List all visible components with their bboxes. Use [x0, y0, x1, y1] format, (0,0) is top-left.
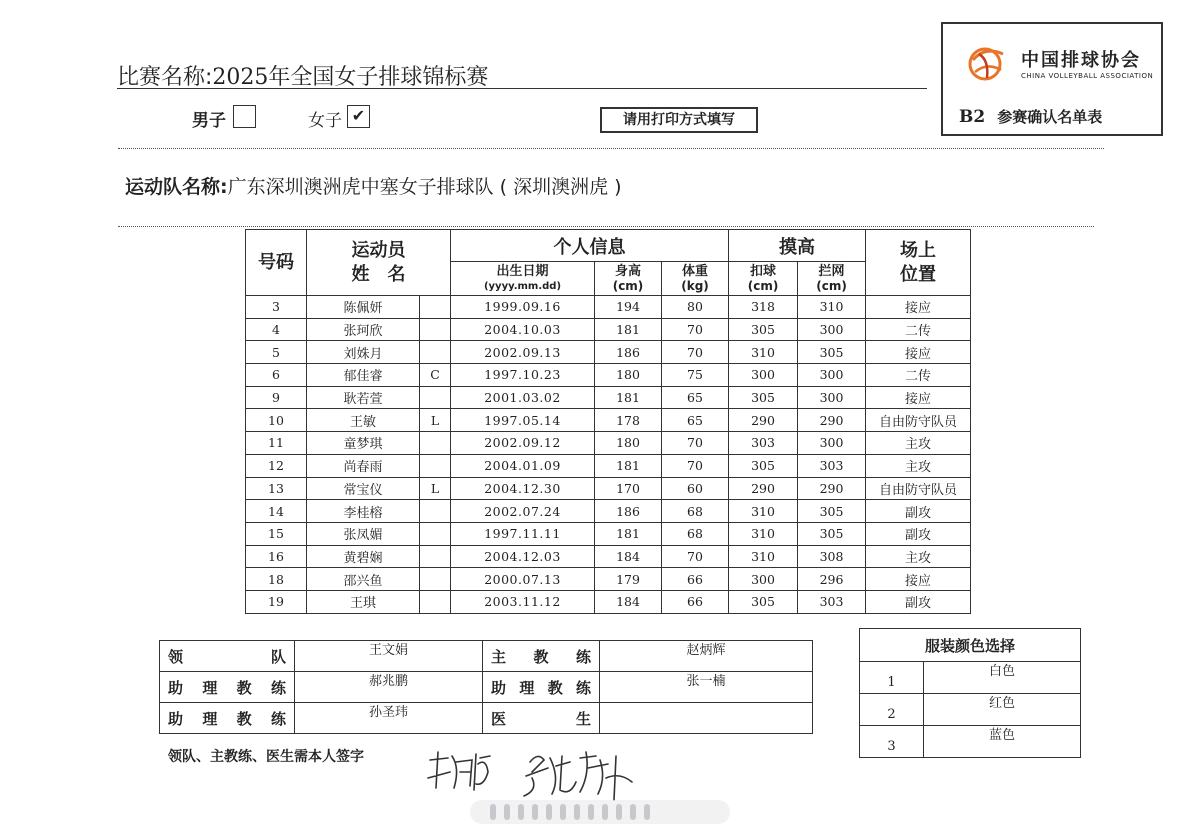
player-block-reach: 296 [798, 568, 866, 591]
player-position: 主攻 [866, 432, 971, 455]
table-row [246, 432, 971, 455]
player-height: 186 [595, 500, 662, 523]
player-birth-date: 2004.12.03 [451, 545, 595, 568]
player-role-mark [420, 432, 451, 455]
player-spike-reach: 310 [729, 545, 798, 568]
player-name: 刘姝月 [307, 341, 420, 364]
player-weight: 66 [662, 590, 729, 613]
player-position: 二传 [866, 318, 971, 341]
player-spike-reach: 290 [729, 477, 798, 500]
uniform-row [860, 694, 1081, 726]
staff-table [159, 640, 813, 734]
uniform-row [860, 662, 1081, 694]
player-weight: 60 [662, 477, 729, 500]
volleyball-emblem-icon [965, 42, 1011, 82]
player-block-reach: 310 [798, 296, 866, 319]
player-birth-date: 2002.09.13 [451, 341, 595, 364]
staff-name-field[interactable]: 孙圣玮 [295, 703, 483, 734]
association-name-en: CHINA VOLLEYBALL ASSOCIATION [1021, 72, 1154, 80]
player-name: 郁佳睿 [307, 364, 420, 387]
player-birth-date: 2004.10.03 [451, 318, 595, 341]
player-weight: 65 [662, 386, 729, 409]
staff-role: 助理教练 [160, 672, 295, 703]
player-position: 接应 [866, 296, 971, 319]
player-birth-date: 2000.07.13 [451, 568, 595, 591]
player-role-mark [420, 545, 451, 568]
player-number: 15 [246, 522, 307, 545]
player-position: 自由防守队员 [866, 477, 971, 500]
uniform-color: 红色 [924, 694, 1081, 726]
player-height: 181 [595, 522, 662, 545]
player-block-reach: 305 [798, 500, 866, 523]
header-athlete-line1: 运动员 [351, 239, 406, 261]
table-row [246, 454, 971, 477]
player-number: 4 [246, 318, 307, 341]
form-title [959, 106, 1102, 127]
staff-body [160, 641, 813, 734]
staff-role: 主教练 [483, 641, 600, 672]
team-name: 广东深圳澳洲虎中塞女子排球队 ( 深圳澳洲虎 ) [227, 176, 622, 198]
header-reach: 摸高 [729, 230, 866, 262]
player-block-reach: 300 [798, 386, 866, 409]
competition-title [117, 60, 488, 91]
player-number: 12 [246, 454, 307, 477]
player-weight: 75 [662, 364, 729, 387]
player-block-reach: 305 [798, 341, 866, 364]
player-height: 181 [595, 386, 662, 409]
player-spike-reach: 305 [729, 386, 798, 409]
player-position: 接应 [866, 341, 971, 364]
player-name: 黄碧娴 [307, 545, 420, 568]
player-number: 11 [246, 432, 307, 455]
uniform-option-number: 1 [860, 662, 924, 694]
staff-role: 医生 [483, 703, 600, 734]
player-role-mark [420, 568, 451, 591]
player-role-mark: L [420, 477, 451, 500]
header-position [866, 230, 971, 296]
uniform-row [860, 726, 1081, 758]
player-number: 5 [246, 341, 307, 364]
player-number: 16 [246, 545, 307, 568]
player-number: 10 [246, 409, 307, 432]
table-row [246, 590, 971, 613]
header-height: 身高 (cm) [595, 262, 662, 296]
header-athlete-line2: 姓 名 [351, 263, 406, 285]
table-row [246, 409, 971, 432]
player-spike-reach: 305 [729, 454, 798, 477]
header-spike: 扣球 (cm) [729, 262, 798, 296]
player-name: 陈佩妍 [307, 296, 420, 319]
form-title-text: 参赛确认名单表 [997, 108, 1103, 126]
player-position: 副攻 [866, 500, 971, 523]
signature-note: 领队、主教练、医生需本人签字 [168, 749, 364, 765]
player-height: 181 [595, 318, 662, 341]
staff-role: 助理教练 [483, 672, 600, 703]
staff-role: 助理教练 [160, 703, 295, 734]
player-birth-date: 2003.11.12 [451, 590, 595, 613]
competition-underline [117, 88, 927, 89]
player-block-reach: 303 [798, 454, 866, 477]
player-height: 184 [595, 590, 662, 613]
player-spike-reach: 300 [729, 364, 798, 387]
player-role-mark: L [420, 409, 451, 432]
player-weight: 68 [662, 500, 729, 523]
player-weight: 70 [662, 341, 729, 364]
player-block-reach: 308 [798, 545, 866, 568]
player-birth-date: 1997.11.11 [451, 522, 595, 545]
player-number: 14 [246, 500, 307, 523]
player-position: 主攻 [866, 454, 971, 477]
competition-name: 2025年全国女子排球锦标赛 [212, 65, 489, 90]
dotted-divider [118, 148, 1104, 149]
player-block-reach: 303 [798, 590, 866, 613]
player-position: 自由防守队员 [866, 409, 971, 432]
header-birth-date: 出生日期 (yyyy.mm.dd) [451, 262, 595, 296]
staff-name-field[interactable] [600, 703, 813, 734]
player-height: 194 [595, 296, 662, 319]
staff-name-field[interactable]: 赵炳辉 [600, 641, 813, 672]
player-birth-date: 2002.07.24 [451, 500, 595, 523]
uniform-body [860, 629, 1081, 758]
player-name: 常宝仪 [307, 477, 420, 500]
female-checkbox[interactable]: ✔ [347, 105, 370, 128]
player-position: 二传 [866, 364, 971, 387]
player-name: 王琪 [307, 590, 420, 613]
header-athlete [307, 230, 451, 296]
player-name: 尚春雨 [307, 454, 420, 477]
player-spike-reach: 305 [729, 318, 798, 341]
staff-row [160, 672, 813, 703]
player-name: 张珂欣 [307, 318, 420, 341]
player-name: 童梦琪 [307, 432, 420, 455]
player-birth-date: 1997.05.14 [451, 409, 595, 432]
table-row [246, 296, 971, 319]
player-height: 178 [595, 409, 662, 432]
player-height: 181 [595, 454, 662, 477]
staff-name-field[interactable]: 张一楠 [600, 672, 813, 703]
table-row [246, 364, 971, 387]
player-position: 主攻 [866, 545, 971, 568]
player-height: 179 [595, 568, 662, 591]
player-role-mark [420, 590, 451, 613]
player-spike-reach: 305 [729, 590, 798, 613]
table-row [246, 545, 971, 568]
header-number: 号码 [246, 230, 307, 296]
uniform-color-table [859, 628, 1081, 758]
player-birth-date: 1999.09.16 [451, 296, 595, 319]
player-role-mark [420, 522, 451, 545]
roster-body [246, 296, 971, 614]
player-spike-reach: 318 [729, 296, 798, 319]
player-number: 9 [246, 386, 307, 409]
female-label: 女子 [308, 111, 342, 131]
staff-row [160, 703, 813, 734]
image-watermark [470, 792, 730, 832]
uniform-title: 服装颜色选择 [860, 629, 1081, 662]
staff-name-field[interactable]: 王文娟 [295, 641, 483, 672]
player-block-reach: 300 [798, 318, 866, 341]
staff-role: 领队 [160, 641, 295, 672]
player-number: 3 [246, 296, 307, 319]
player-number: 19 [246, 590, 307, 613]
player-weight: 70 [662, 545, 729, 568]
player-birth-date: 2004.01.09 [451, 454, 595, 477]
player-spike-reach: 300 [729, 568, 798, 591]
player-position: 接应 [866, 568, 971, 591]
player-weight: 80 [662, 296, 729, 319]
player-spike-reach: 310 [729, 341, 798, 364]
player-name: 张凤媚 [307, 522, 420, 545]
player-weight: 66 [662, 568, 729, 591]
dotted-divider [118, 226, 1094, 227]
player-height: 180 [595, 432, 662, 455]
roster-table [245, 229, 971, 614]
competition-label: 比赛名称: [117, 65, 213, 90]
player-birth-date: 2001.03.02 [451, 386, 595, 409]
player-birth-date: 2004.12.30 [451, 477, 595, 500]
player-role-mark [420, 454, 451, 477]
print-instruction-box: 请用打印方式填写 [600, 107, 758, 133]
player-block-reach: 290 [798, 477, 866, 500]
player-block-reach: 300 [798, 432, 866, 455]
player-weight: 70 [662, 318, 729, 341]
table-row [246, 386, 971, 409]
player-role-mark [420, 341, 451, 364]
table-row [246, 318, 971, 341]
player-height: 170 [595, 477, 662, 500]
header-block: 拦网 (cm) [798, 262, 866, 296]
player-block-reach: 290 [798, 409, 866, 432]
table-row [246, 500, 971, 523]
player-position: 接应 [866, 386, 971, 409]
player-position: 副攻 [866, 522, 971, 545]
player-role-mark [420, 318, 451, 341]
player-name: 邵兴鱼 [307, 568, 420, 591]
male-label: 男子 [192, 111, 226, 131]
player-role-mark [420, 296, 451, 319]
player-weight: 65 [662, 409, 729, 432]
player-weight: 68 [662, 522, 729, 545]
uniform-option-number: 3 [860, 726, 924, 758]
player-spike-reach: 290 [729, 409, 798, 432]
player-spike-reach: 303 [729, 432, 798, 455]
male-checkbox[interactable] [233, 105, 256, 128]
team-name-line [125, 172, 622, 199]
staff-name-field[interactable]: 郝兆鹏 [295, 672, 483, 703]
header-position-line1: 场上 [900, 239, 937, 261]
player-birth-date: 1997.10.23 [451, 364, 595, 387]
header-weight: 体重 (kg) [662, 262, 729, 296]
uniform-color: 蓝色 [924, 726, 1081, 758]
player-name: 王敏 [307, 409, 420, 432]
player-height: 184 [595, 545, 662, 568]
player-block-reach: 305 [798, 522, 866, 545]
table-row [246, 522, 971, 545]
table-row [246, 477, 971, 500]
player-weight: 70 [662, 432, 729, 455]
uniform-color: 白色 [924, 662, 1081, 694]
player-height: 180 [595, 364, 662, 387]
staff-row [160, 641, 813, 672]
header-personal-info: 个人信息 [451, 230, 729, 262]
player-height: 186 [595, 341, 662, 364]
player-number: 18 [246, 568, 307, 591]
player-weight: 70 [662, 454, 729, 477]
player-role-mark [420, 386, 451, 409]
player-spike-reach: 310 [729, 500, 798, 523]
player-spike-reach: 310 [729, 522, 798, 545]
player-name: 李桂榕 [307, 500, 420, 523]
form-code: B2 [959, 107, 986, 127]
association-name-cn: 中国排球协会 [1021, 50, 1141, 71]
player-block-reach: 300 [798, 364, 866, 387]
player-position: 副攻 [866, 590, 971, 613]
table-row [246, 568, 971, 591]
player-birth-date: 2002.09.12 [451, 432, 595, 455]
header-position-line2: 位置 [900, 263, 937, 285]
player-number: 13 [246, 477, 307, 500]
association-logo-box [941, 22, 1163, 136]
uniform-option-number: 2 [860, 694, 924, 726]
team-label: 运动队名称: [125, 176, 228, 198]
table-row [246, 341, 971, 364]
player-role-mark [420, 500, 451, 523]
player-number: 6 [246, 364, 307, 387]
player-role-mark: C [420, 364, 451, 387]
player-name: 耿若萱 [307, 386, 420, 409]
